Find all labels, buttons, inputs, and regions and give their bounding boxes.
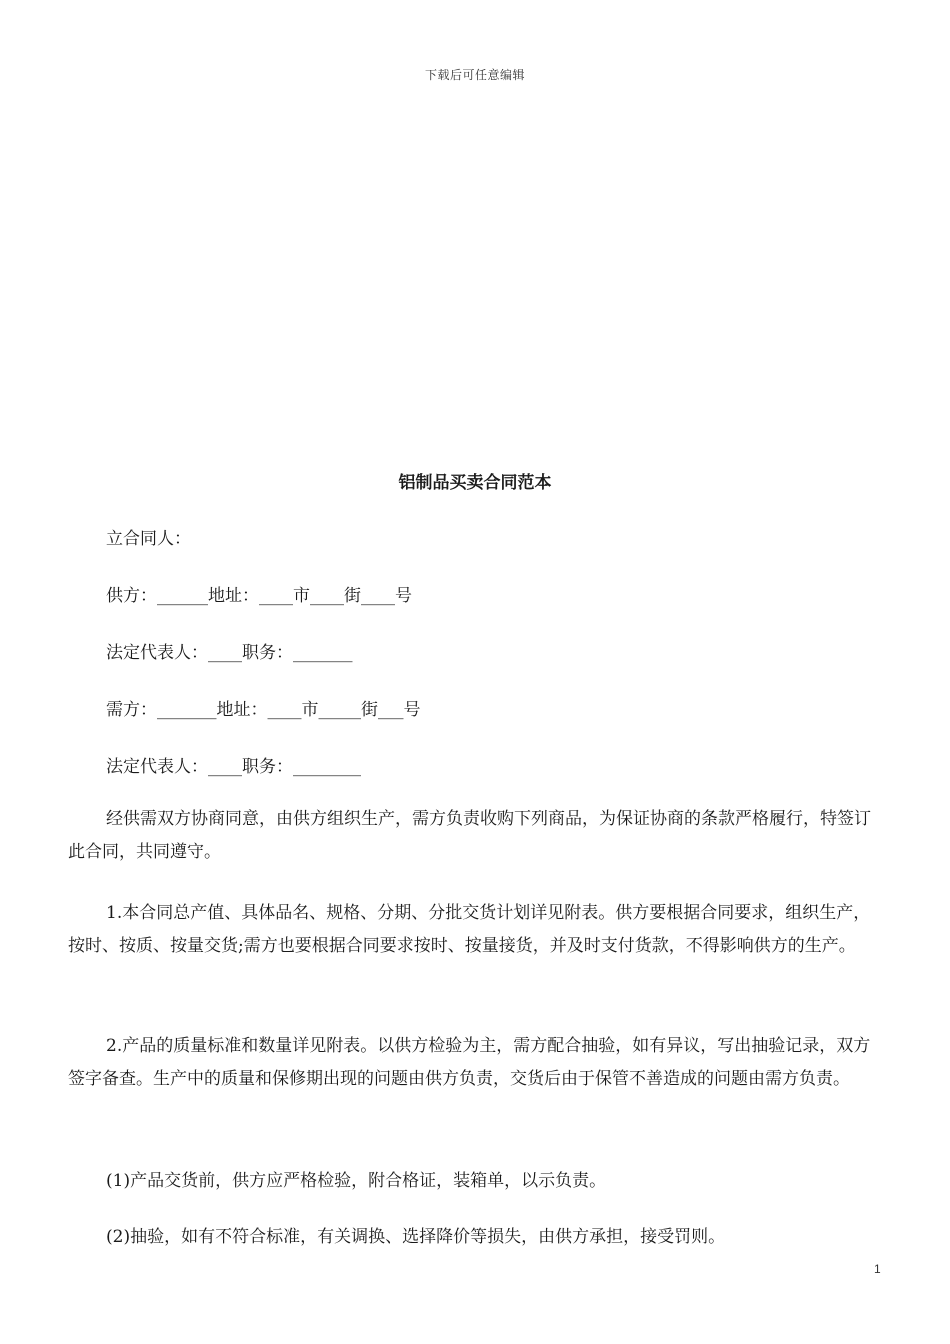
supplier-representative-line: 法定代表人：____职务：_______ — [106, 643, 353, 663]
clause-2-item-1: (1)产品交货前，供方应严格检验，附合格证，装箱单，以示负责。 — [106, 1171, 607, 1191]
supplier-line: 供方：______地址：____市____街____号 — [106, 586, 412, 606]
document-title: 铝制品买卖合同范本 — [398, 473, 552, 493]
preamble-paragraph: 经供需双方协商同意，由供方组织生产，需方负责收购下列商品，为保证协商的条款严格履行，特签订此合同，共同遵守。 — [68, 809, 871, 862]
clause-2-paragraph: 2.产品的质量标准和数量详见附表。以供方检验为主，需方配合抽验，如有异议，写出抽验记录，双方签字备查。生产中的质量和保修期出现的问题由供方负责，交货后由于保管不善造成的问题由需方负责。 — [68, 1036, 871, 1089]
buyer-line: 需方：_______地址：____市_____街___号 — [106, 700, 421, 720]
party-intro: 立合同人： — [106, 529, 191, 549]
buyer-representative-line: 法定代表人：____职务：________ — [106, 757, 361, 777]
clause-1-paragraph: 1.本合同总产值、具体品名、规格、分期、分批交货计划详见附表。供方要根据合同要求，组织生产，按时、按质、按量交货;需方也要根据合同要求按时、按量接货，并及时支付货款，不得影响供方的生产。 — [68, 903, 871, 956]
header-note: 下载后可任意编辑 — [424, 68, 525, 82]
clause-2-item-2: (2)抽验，如有不符合标准，有关调换、选择降价等损失，由供方承担，接受罚则。 — [106, 1227, 726, 1247]
page-number: 1 — [874, 1262, 881, 1276]
